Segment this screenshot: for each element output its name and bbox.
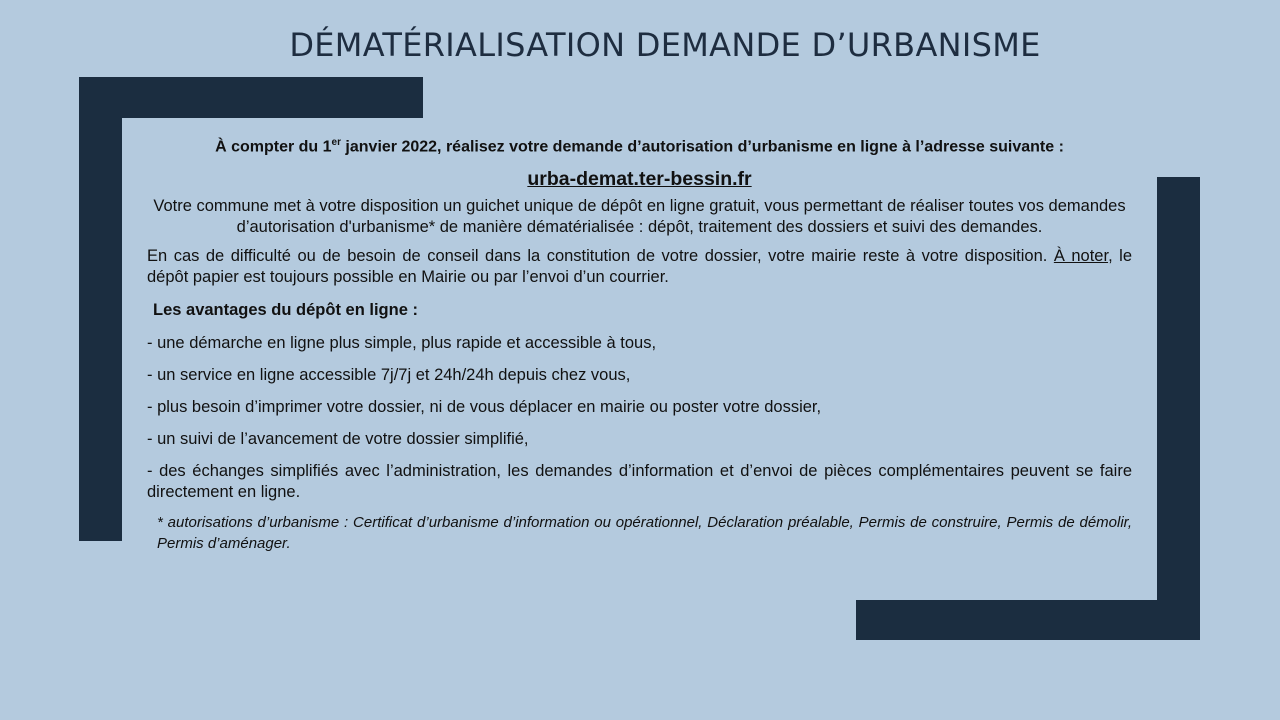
intro-sup: er: [331, 137, 341, 148]
advantage-item: - un suivi de l’avancement de votre dossier simplifié,: [147, 430, 529, 449]
intro-text: [147, 132, 1132, 157]
content-body: [147, 132, 1132, 554]
advantage-item: - plus besoin d’imprimer votre dossier, ni de vous déplacer en mairie ou poster votre dossier,: [147, 398, 822, 417]
intro-end: janvier 2022, réalisez votre demande d’autorisation d’urbanisme en ligne à l’adresse suivante :: [340, 138, 1064, 156]
advantage-item: - une démarche en ligne plus simple, plus rapide et accessible à tous,: [147, 334, 657, 353]
website-link[interactable]: urba-demat.ter-bessin.fr: [527, 168, 752, 191]
advantage-item: - un service en ligne accessible 7j/7j et 24h/24h depuis chez vous,: [147, 366, 631, 385]
page-title: DÉMATÉRIALISATION DEMANDE D’URBANISME: [289, 26, 1041, 64]
intro-start: À compter du 1: [215, 138, 332, 156]
advantages-heading: Les avantages du dépôt en ligne :: [153, 301, 418, 320]
footnote: * autorisations d’urbanisme : Certificat d’urbanisme d’information ou opérationnel, Déclaration préalable, Permis de construire, Permis de démolir, Permis d’aménager.: [157, 514, 1132, 553]
difficulty-text: En cas de difficulté ou de besoin de conseil dans la constitution de votre dossier, votre mairie reste à votre disposition.: [147, 247, 1054, 266]
difficulty-after: , le dépôt papier est toujours possible en Mairie ou par l’envoi d’un courrier.: [147, 247, 1132, 287]
advantage-item: - des échanges simplifiés avec l’administration, les demandes d’information et d’envoi de pièces complémentaires peuvent se faire directement en ligne.: [147, 462, 1132, 502]
paragraph-difficulty: [147, 246, 1132, 288]
paragraph-guichet: Votre commune met à votre disposition un guichet unique de dépôt en ligne gratuit, vous permettant de réaliser toutes vos demandes d’autorisation d'urbanisme* de manière dématérialisée : dépôt, traitement des dossiers et suivi des demandes.: [153, 197, 1126, 237]
note-label: À noter: [1053, 247, 1109, 266]
